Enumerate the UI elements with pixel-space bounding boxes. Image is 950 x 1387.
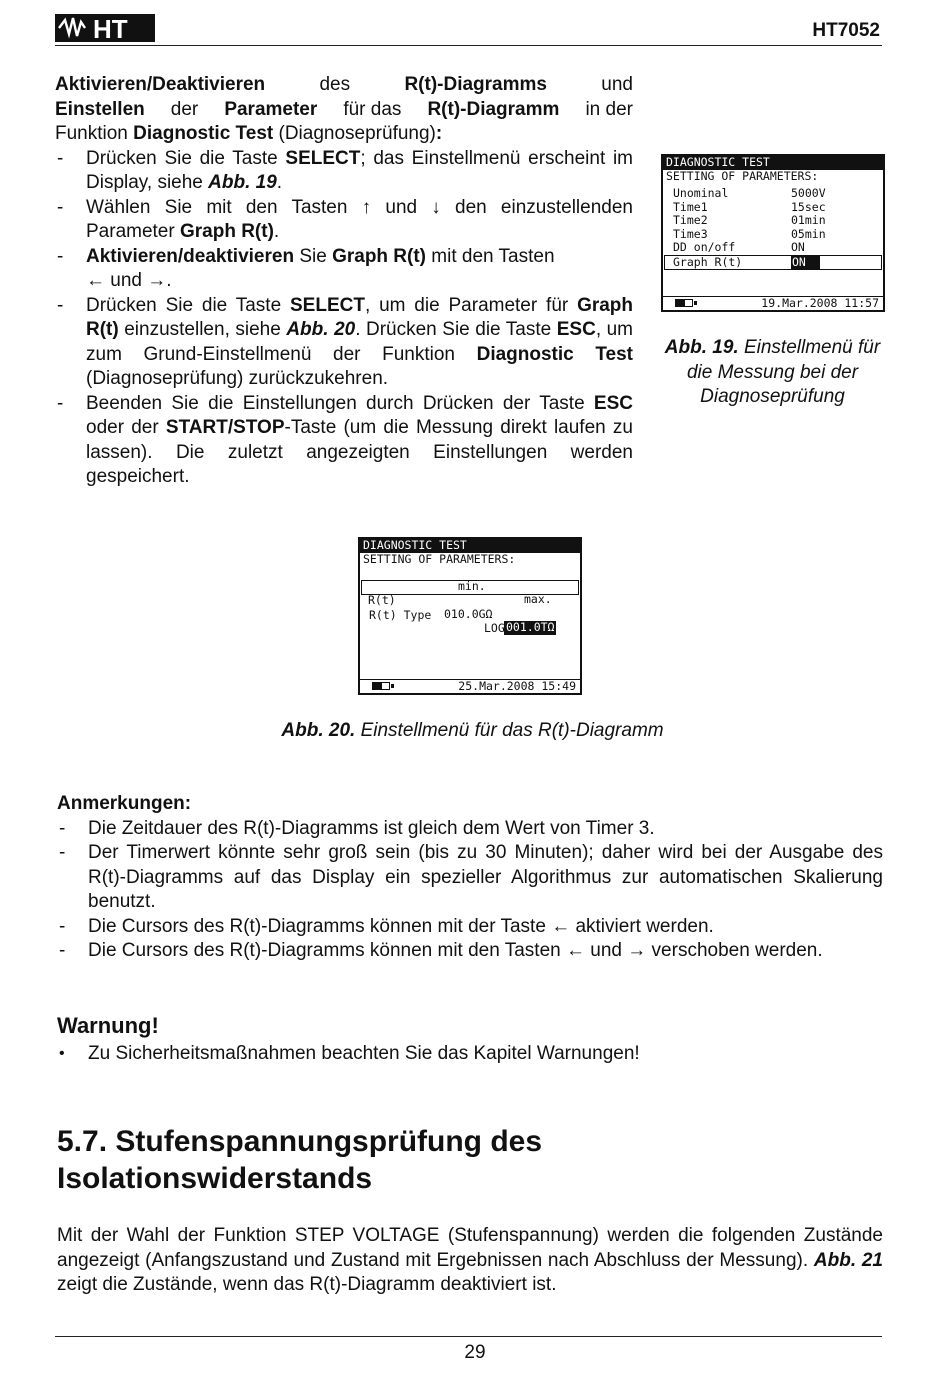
section-paragraph: Mit der Wahl der Funktion STEP VOLTAGE (Stufenspannung) werden die folgenden Zustände angezeigt (Anfangszustand und Zustand mit Ergebnissen nach Abschluss der Messung). Abb. 21 zeigt die Zustände, wenn das R(t)-Diagramm deaktiviert ist. [57, 1225, 884, 1295]
lcd19-title: DIAGNOSTIC TEST [663, 156, 883, 170]
lcd19-row-2: Time2 01min [673, 213, 826, 227]
arrow-left-icon: ← [86, 270, 105, 291]
model-number: HT7052 [812, 20, 880, 41]
header-divider [55, 45, 882, 46]
footer-divider [55, 1336, 882, 1337]
step-5: - Beenden Sie die Einstellungen durch Drücken der Taste ESC oder der START/STOP-Taste (um die Messung direkt laufen zu lassen). Die zuletzt angezeigten Einstellungen werden gespeichert. [55, 392, 633, 490]
arrow-up-icon: ↑ [361, 196, 372, 218]
lcd20-title: DIAGNOSTIC TEST [360, 539, 580, 553]
lcd-screen-abb19 [661, 154, 885, 312]
note-4: - Die Cursors des R(t)-Diagramms können mit den Tasten ← und → verschoben werden. [57, 939, 883, 964]
warning-item: • Zu Sicherheitsmaßnahmen beachten Sie das Kapitel Warnungen! [57, 1042, 883, 1067]
lcd20-subtitle: SETTING OF PARAMETERS: [363, 551, 516, 566]
intro-block [55, 73, 633, 490]
lcd19-date: 19.Mar.2008 11:57 [761, 295, 879, 310]
intro-line-1: Aktivieren/Deaktivieren des R(t)-Diagramms und [55, 74, 633, 95]
lcd19-params [663, 187, 883, 270]
arrow-right-icon: → [627, 940, 647, 961]
lcd19-row-selected: Graph R(t) ON [664, 255, 882, 271]
notes-block [57, 792, 883, 964]
notes-title: Anmerkungen: [57, 793, 192, 814]
lcd20-row-rt-type: R(t) Type LOG [369, 607, 505, 635]
intro-line-3: Funktion Diagnostic Test (Diagnoseprüfung): [55, 123, 443, 144]
notes-list [57, 817, 883, 964]
lcd19-subtitle: SETTING OF PARAMETERS: [666, 168, 819, 183]
arrow-right-icon: → [147, 270, 167, 291]
battery-icon [372, 682, 390, 690]
step-2: - Wählen Sie mit den Tasten ↑ und ↓ den einzustellenden Parameter Graph R(t). [55, 196, 633, 245]
lcd-screen-abb20 [358, 537, 582, 695]
lcd19-row-1: Time1 15sec [673, 199, 826, 214]
lcd20-status-bar [360, 679, 580, 693]
warning-list [57, 1042, 883, 1067]
step-1: - Drücken Sie die Taste SELECT; das Einstellmenü erscheint im Display, siehe Abb. 19. [55, 147, 633, 196]
arrow-down-icon: ↓ [431, 196, 441, 218]
note-2: - Der Timerwert könnte sehr groß sein (bis zu 30 Minuten); daher wird bei der Ausgabe des R(t)-Diagramms auf das Display ein spezieller Algorithmus zur automatischen Skalierung benutzt. [57, 841, 883, 915]
caption-abb20: Abb. 20. Einstellmenü für das R(t)-Diagramm [281, 720, 664, 741]
lcd19-status-bar [663, 296, 883, 310]
step-4: - Drücken Sie die Taste SELECT, um die Parameter für Graph R(t) einzustellen, siehe Abb. 20. Drücken Sie die Taste ESC, um zum Grund-Einstellmenü der Funktion Diagnostic Test (Diagnoseprüfung) zurückzukehren. [55, 294, 633, 392]
logo-text: HT [93, 14, 128, 44]
lcd20-col-headers: min. max. [458, 578, 552, 606]
lcd19-row-4: DD on/off ON [673, 240, 805, 254]
note-3: - Die Cursors des R(t)-Diagramms können mit der Taste ← aktiviert werden. [57, 915, 883, 940]
lcd19-row-0: Unominal 5000V [673, 186, 826, 200]
section-heading: 5.7. Stufenspannungsprüfung des Isolationswiderstands [57, 1125, 543, 1195]
note-1: - Die Zeitdauer des R(t)-Diagramms ist gleich dem Wert von Timer 3. [57, 817, 883, 842]
intro-line-2: Einstellen der Parameter für das R(t)-Diagramm in der [55, 98, 633, 120]
battery-icon [675, 299, 693, 307]
arrow-left-icon: ← [566, 940, 585, 961]
ht-logo [55, 12, 155, 44]
lcd20-row-rt: R(t) 010.0GΩ 001.0TΩ [361, 580, 579, 596]
step-3: - Aktivieren/deaktivieren Sie Graph R(t) mit den Tasten ← und →. [55, 245, 633, 294]
caption-abb19: Abb. 19. Einstellmenü für die Messung bei der Diagnoseprüfung [664, 337, 881, 407]
lcd19-row-3: Time3 05min [673, 226, 826, 241]
lcd20-date: 25.Mar.2008 15:49 [458, 678, 576, 693]
warning-block [57, 1042, 883, 1067]
page-number: 29 [464, 1342, 486, 1363]
steps-list [55, 147, 633, 490]
arrow-left-icon: ← [551, 915, 571, 937]
warning-title: Warnung! [57, 1013, 159, 1038]
